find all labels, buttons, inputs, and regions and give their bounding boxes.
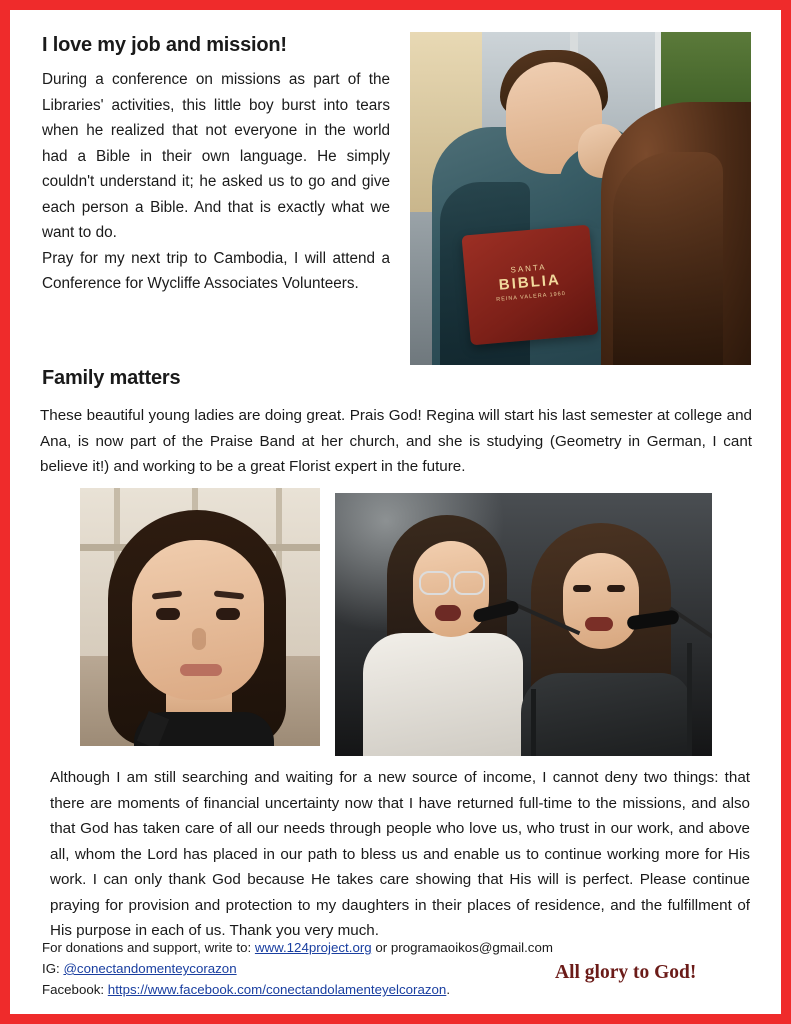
daughter-portrait-photo [80,488,320,746]
singer-one-body [363,633,523,756]
bottom-border-bar [0,1014,791,1024]
family-paragraph: These beautiful young ladies are doing great. Prais God! Regina will start his last semester at college and Ana, is now part of the Praise Band at her church, and she is studying (Geometry in German, I cant believe it!) and working to be a great Florist expert in the future. [40,407,752,475]
mission-paragraph-1: During a conference on missions as part of the Libraries' activities, this little boy burst into tears when he realized that not everyone in the world had a Bible in their own language. He simply couldn't understand it; he asked us to go and give each person a Bible. And that is exactly what we want to do. [42,71,390,241]
boy-with-bible-photo [410,32,751,365]
mission-paragraph-2: Pray for my next trip to Cambodia, I will attend a Conference for Wycliffe Associates Volunteers. [42,249,390,292]
portrait-eye-right [216,608,240,620]
singer-one-glasses-right [453,571,485,595]
mission-section-title: I love my job and mission! [42,34,287,56]
portrait-eye-left [156,608,180,620]
mission-text-column [42,34,390,297]
glory-to-god-text: All glory to God! [555,962,697,983]
singer-one-mouth [435,605,461,621]
family-section-title: Family matters [42,367,181,389]
singer-two-face [563,553,639,649]
closing-paragraph: Although I am still searching and waiting for a new source of income, I cannot deny two things: that there are moments of financial uncertainty now that I have returned full-time to the missions, and also that God has taken care of all our needs through people who love us, who trust in our work, and above all, whom the Lord has placed in our path to bless us and enable us to continue working more for His work. I can only thank God because He takes care showing that His will is perfect. Please continue praying for provision and protection to my daughters in their places of residence, and the fulfillment of His purpose in each of us. Thank you very much. [50,769,750,939]
left-border-bar [0,0,10,1024]
singer-one-glasses-left [419,571,451,595]
footer-facebook-period: . [446,982,451,997]
foreground-person-hair-detail [613,152,723,365]
instagram-link[interactable]: @conectandomenteycorazon [63,961,237,976]
bible-text-top: SANTA [510,262,547,275]
portrait-face [132,540,264,700]
footer-donations-email: programaoikos@gmail.com [390,940,553,955]
mic-pole-left [531,689,536,756]
footer-donations-line [42,937,762,958]
portrait-mouth [180,664,222,676]
footer-facebook-label: Facebook: [42,982,105,997]
singer-two-mouth [585,617,613,631]
page-content [10,10,781,1014]
donations-website-link[interactable]: www.124project.org [254,940,372,955]
mic-pole-right [687,643,692,756]
bible-text-sub: REINA VALERA 1960 [496,290,567,303]
facebook-link[interactable]: https://www.facebook.com/conectandolamenteyelcorazon [107,982,447,997]
bible-book [461,225,598,346]
family-photo-row [10,479,781,754]
footer-ig-label: IG: [42,961,60,976]
portrait-nose [192,628,206,650]
footer-donations-label: For donations and support, write to: [42,940,252,955]
praise-band-singing-photo [335,493,712,756]
right-border-bar [781,0,791,1024]
singer-two-eye-right [607,585,625,592]
footer-donations-middle: or [371,940,391,955]
top-border-bar [0,0,791,10]
singer-two-body [521,673,691,756]
mission-section [10,24,781,364]
bible-text-main: BIBLIA [498,271,562,294]
singer-two-eye-left [573,585,591,592]
